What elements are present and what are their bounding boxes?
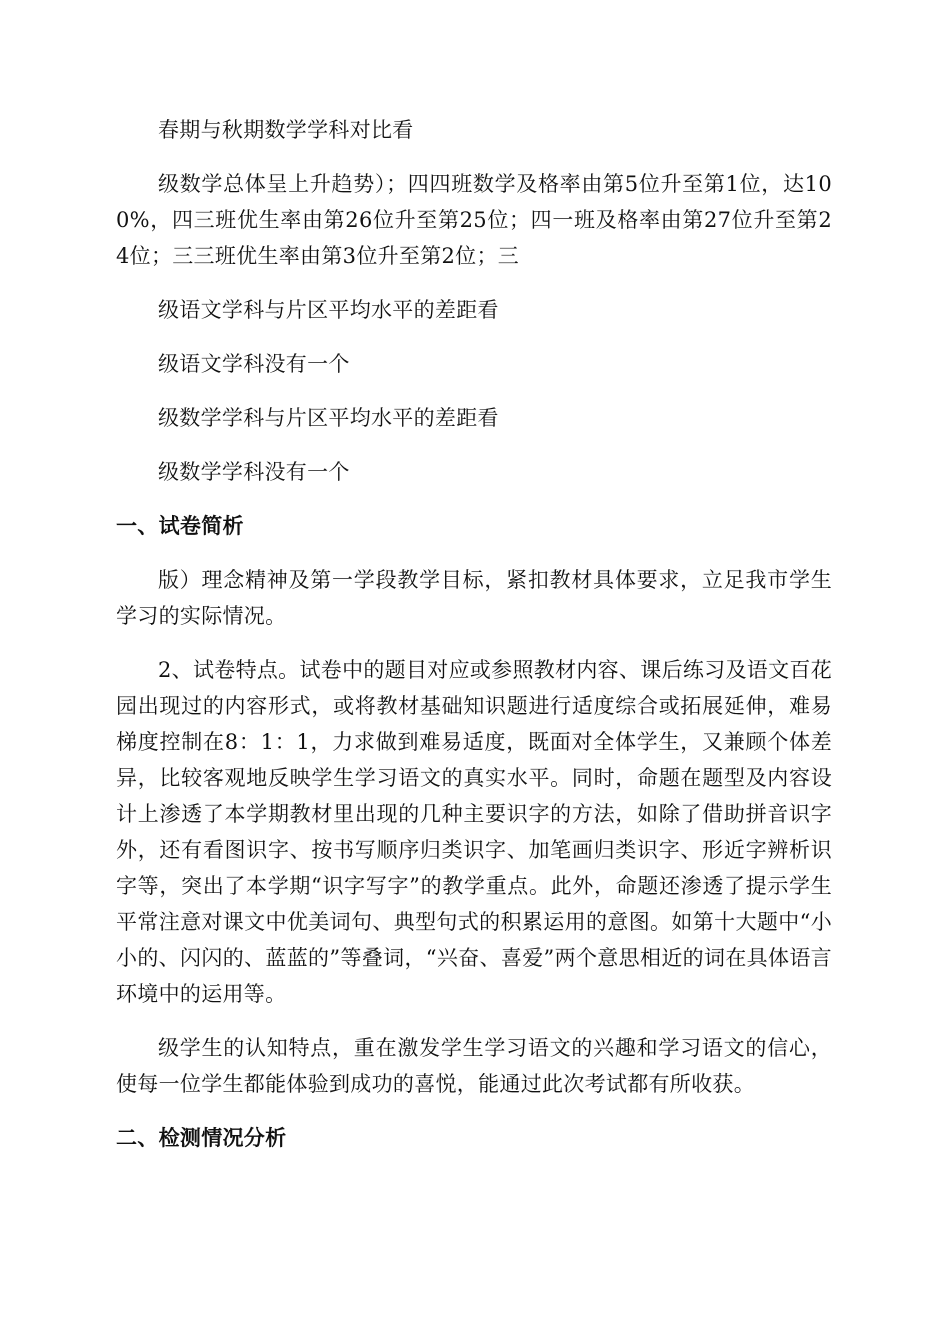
paragraph-math-none: 级数学学科没有一个: [158, 460, 350, 484]
paragraph-spring-autumn-math: 春期与秋期数学学科对比看: [158, 118, 414, 142]
paragraph-paper-features: 2、试卷特点。试卷中的题目对应或参照教材内容、课后练习及语文百花园出现过的内容形式，或将教材基础知识题进行适度综合或拓展延伸，难易梯度控制在8：1：1，力求做到难易适度，既面对全体学生，又兼顾个体差异，比较客观地反映学生学习语文的真实水平。同时，命题在题型及内容设计上渗透了本学期教材里出现的几种主要识字的方法，如除了借助拼音识字外，还有看图识字、按书写顺序归类识字、加笔画归类识字、形近字辨析识字等，突出了本学期“识字写字”的教学重点。此外，命题还渗透了提示学生平常注意对课文中优美词句、典型句式的积累运用的意图。如第十大题中“小小的、闪闪的、蓝蓝的”等叠词，“兴奋、喜爱”两个意思相近的词在具体语言环境中的运用等。: [116, 658, 832, 1006]
document-body: [116, 112, 832, 1174]
paragraph-student-cognition: 级学生的认知特点，重在激发学生学习语文的兴趣和学习语文的信心，使每一位学生都能体验到成功的喜悦，能通过此次考试都有所收获。: [116, 1036, 832, 1096]
paragraph-chinese-none: 级语文学科没有一个: [158, 352, 350, 376]
section-heading-paper-analysis: 一、试卷简析: [116, 514, 244, 538]
paragraph-chinese-gap: 级语文学科与片区平均水平的差距看: [158, 298, 499, 322]
paragraph-paper-concept: 版）理念精神及第一学段教学目标，紧扣教材具体要求，立足我市学生学习的实际情况。: [116, 568, 832, 628]
section-heading-test-analysis: 二、检测情况分析: [116, 1126, 287, 1150]
paragraph-math-trend: 级数学总体呈上升趋势）；四四班数学及格率由第5位升至第1位，达100%，四三班优生率由第26位升至第25位；四一班及格率由第27位升至第24位；三三班优生率由第3位升至第2位；三: [116, 172, 832, 268]
paragraph-math-gap: 级数学学科与片区平均水平的差距看: [158, 406, 499, 430]
